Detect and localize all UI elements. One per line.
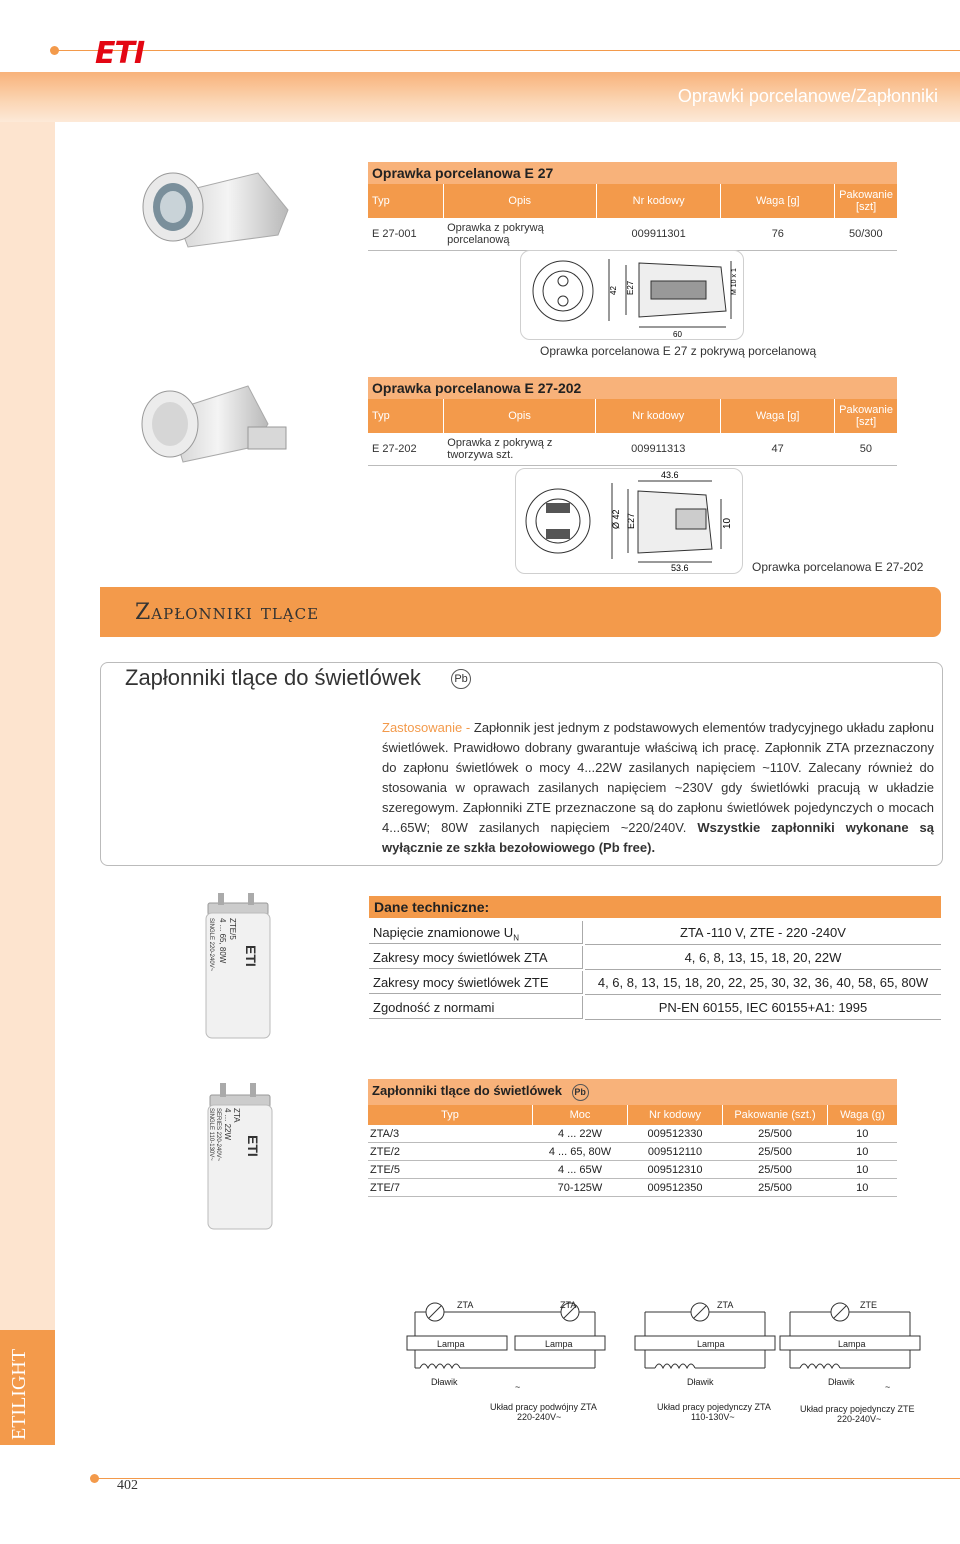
dim-e27: E27 — [626, 512, 636, 529]
starter1-power: 4 ... 65, 80W — [218, 918, 227, 964]
header-dot — [50, 46, 59, 55]
cell: E 27-202 — [368, 433, 443, 466]
cell: 70-125W — [533, 1179, 628, 1197]
starters-table — [368, 1079, 897, 1197]
dim-43-6: 43.6 — [661, 470, 679, 480]
starter-zte-photo — [188, 893, 288, 1043]
dim-10: 10 — [722, 517, 733, 529]
c1-voltage: 220-240V~ — [517, 1412, 562, 1422]
description-body: Zapłonnik jest jednym z podstawowych elementów tradycyjnego układu zapłonu świetlówek. Prawidłowo dobrany gwarantuje właściwą ich pracę. Zapłonnik ZTA przeznaczony do zapłonu świetlówek o mocy 4...22W zasilanych napięciem ~110V. Zalecany również do stosowania w oprawach zasilanych napięciem ~230V gdy świetlówki pracują w układzie szeregowym. Zapłonniki ZTE przeznaczone są do zapłonu świetlówek pojedynczych o mocach 4...65W; 80W zasilanych napięciem ~220/240V. — [382, 720, 934, 835]
cell: 4 ... 65W — [533, 1161, 628, 1179]
cell: Oprawka z pokrywą z tworzywa szt. — [443, 433, 596, 466]
tech-value: ZTA -110 V, ZTE - 220 -240V — [585, 921, 941, 945]
starter1-type: ZTE/5 — [228, 918, 237, 940]
tech-key-text: Napięcie znamionowe U — [373, 925, 514, 940]
dim-d42: Ø 42 — [611, 509, 621, 529]
table-row — [368, 1125, 897, 1143]
cell: 50 — [835, 433, 897, 466]
tech-key: Zakresy mocy świetlówek ZTE — [369, 971, 583, 994]
col-waga: Waga (g) — [828, 1105, 898, 1125]
cell: 009911313 — [596, 433, 721, 466]
c3-lamp: Lampa — [838, 1339, 866, 1349]
col-typ: Typ — [368, 1105, 533, 1125]
table-row — [368, 433, 897, 466]
subsection-title-text: Zapłonniki tlące do świetlówek — [125, 665, 421, 690]
col-typ: Typ — [368, 399, 443, 433]
c1-caption: Układ pracy podwójny ZTA — [490, 1402, 597, 1412]
cell: 25/500 — [723, 1161, 828, 1179]
cell: E 27-001 — [368, 218, 443, 251]
product1-table — [368, 162, 897, 251]
cell: Oprawka z pokrywą porcelanową — [443, 218, 596, 251]
dim-60: 60 — [673, 330, 682, 339]
section-title: Zapłonniki tlące — [135, 600, 320, 625]
cell: 009911301 — [596, 218, 721, 251]
col-moc: Moc — [533, 1105, 628, 1125]
col-typ: Typ — [368, 184, 443, 218]
cell: 76 — [721, 218, 835, 251]
tech-key-sub: N — [513, 933, 519, 943]
starters-title — [368, 1079, 897, 1105]
starter2-power: 4 ... 22W — [223, 1108, 232, 1141]
cell: 25/500 — [723, 1125, 828, 1143]
cell: ZTE/5 — [368, 1161, 533, 1179]
cell: ZTA/3 — [368, 1125, 533, 1143]
footer-rule — [95, 1478, 960, 1479]
tech-row — [369, 946, 941, 969]
cell: 10 — [828, 1125, 898, 1143]
col-nr: Nr kodowy — [628, 1105, 723, 1125]
cell: 25/500 — [723, 1179, 828, 1197]
col-pak: Pakowanie [szt] — [835, 184, 897, 218]
description-text — [382, 718, 934, 858]
tech-key: Zakresy mocy świetlówek ZTA — [369, 946, 583, 969]
subsection-title — [125, 665, 471, 691]
product2-caption: Oprawka porcelanowa E 27-202 — [752, 560, 924, 574]
tech-row — [369, 971, 941, 994]
starter1-brand: ETI — [243, 945, 259, 967]
starter1-voltage: SINGLE 220-240V~ — [208, 918, 214, 972]
lampholder-e27-photo — [128, 155, 298, 250]
cell: 47 — [721, 433, 835, 466]
pb-icon: Pb — [451, 669, 471, 689]
cell: 009512350 — [628, 1179, 723, 1197]
cell: 25/500 — [723, 1143, 828, 1161]
product2-drawing — [515, 468, 743, 574]
c2-caption: Układ pracy pojedynczy ZTA — [657, 1402, 771, 1412]
table-row — [368, 1161, 897, 1179]
cell: 009512330 — [628, 1125, 723, 1143]
footer-dot — [90, 1474, 99, 1483]
c3-caption: Układ pracy pojedynczy ZTE — [800, 1404, 915, 1414]
cell: ZTE/2 — [368, 1143, 533, 1161]
tech-key — [369, 921, 583, 944]
col-nr: Nr kodowy — [596, 399, 721, 433]
starter2-brand: ETI — [245, 1135, 261, 1157]
tech-value: PN-EN 60155, IEC 60155+A1: 1995 — [585, 996, 941, 1020]
c2-ballast: Dławik — [687, 1377, 714, 1387]
cell: 50/300 — [835, 218, 897, 251]
product1-title: Oprawka porcelanowa E 27 — [368, 162, 897, 184]
table-row — [368, 1179, 897, 1197]
cell: 10 — [828, 1179, 898, 1197]
col-pak: Pakowanie [szt] — [835, 399, 897, 433]
dim-53-6: 53.6 — [671, 563, 689, 573]
description-bold: Wszystkie zapłonniki wykonane są wyłącznie ze szkła bezołowiowego (Pb free). — [382, 820, 934, 855]
dim-42: 42 — [609, 286, 618, 295]
band-title: Oprawki porcelanowe/Zapłonniki — [677, 86, 938, 106]
side-label: ETILIGHT — [8, 1348, 30, 1440]
product2-table — [368, 377, 897, 466]
wiring-diagrams — [395, 1290, 930, 1425]
c2-lamp: Lampa — [697, 1339, 725, 1349]
starters-title-text: Zapłonniki tlące do świetlówek — [372, 1083, 562, 1099]
dim-m10: M 10 x 1 — [731, 268, 738, 295]
tech-row — [369, 996, 941, 1019]
c2-starter: ZTA — [717, 1300, 734, 1310]
c1-lamp-a: Lampa — [437, 1339, 465, 1349]
starter2-type: ZTA — [232, 1108, 241, 1123]
tech-value: 4, 6, 8, 13, 15, 18, 20, 22, 25, 30, 32, 36, 40, 58, 65, 80W — [585, 971, 941, 995]
col-pak: Pakowanie (szt.) — [723, 1105, 828, 1125]
c3-voltage: 220-240V~ — [837, 1414, 882, 1424]
product2-title: Oprawka porcelanowa E 27-202 — [368, 377, 897, 399]
col-waga: Waga [g] — [721, 399, 835, 433]
c1-starter-b: ZTA — [560, 1300, 577, 1310]
c1-tilde: ~ — [515, 1382, 521, 1392]
page-number: 402 — [117, 1478, 138, 1493]
c3-tilde: ~ — [885, 1382, 891, 1392]
starter2-series: SERIES 220-240V~ — [215, 1108, 221, 1162]
cell: 10 — [828, 1161, 898, 1179]
starter2-single: SINGLE 110-130V~ — [208, 1108, 214, 1161]
tech-value: 4, 6, 8, 13, 15, 18, 20, 22W — [585, 946, 941, 970]
cell: ZTE/7 — [368, 1179, 533, 1197]
table-row — [368, 218, 897, 251]
pb-icon: Pb — [572, 1084, 589, 1101]
c1-ballast: Dławik — [431, 1377, 458, 1387]
tech-title: Dane techniczne: — [369, 896, 941, 918]
header-rule — [55, 50, 960, 51]
cell: 10 — [828, 1143, 898, 1161]
col-waga: Waga [g] — [721, 184, 835, 218]
col-opis: Opis — [443, 184, 596, 218]
eti-logo: ETI — [95, 36, 145, 71]
c1-lamp-b: Lampa — [545, 1339, 573, 1349]
tech-key: Zgodność z normami — [369, 996, 583, 1019]
cell: 009512110 — [628, 1143, 723, 1161]
c3-ballast: Dławik — [828, 1377, 855, 1387]
side-bar — [0, 122, 55, 1445]
cell: 4 ... 65, 80W — [533, 1143, 628, 1161]
cell: 4 ... 22W — [533, 1125, 628, 1143]
c3-starter: ZTE — [860, 1300, 877, 1310]
tech-row — [369, 921, 941, 944]
product1-caption: Oprawka porcelanowa E 27 z pokrywą porcelanową — [540, 344, 817, 358]
description-lead: Zastosowanie - — [382, 720, 474, 735]
product1-drawing — [520, 250, 744, 340]
col-opis: Opis — [443, 399, 596, 433]
cell: 009512310 — [628, 1161, 723, 1179]
lampholder-e27-202-photo — [128, 372, 298, 472]
dim-e27: E27 — [626, 280, 635, 295]
c1-starter-a: ZTA — [457, 1300, 474, 1310]
col-nr: Nr kodowy — [596, 184, 721, 218]
starter-zta-photo — [190, 1083, 290, 1233]
table-row — [368, 1143, 897, 1161]
c2-voltage: 110-130V~ — [691, 1412, 735, 1422]
